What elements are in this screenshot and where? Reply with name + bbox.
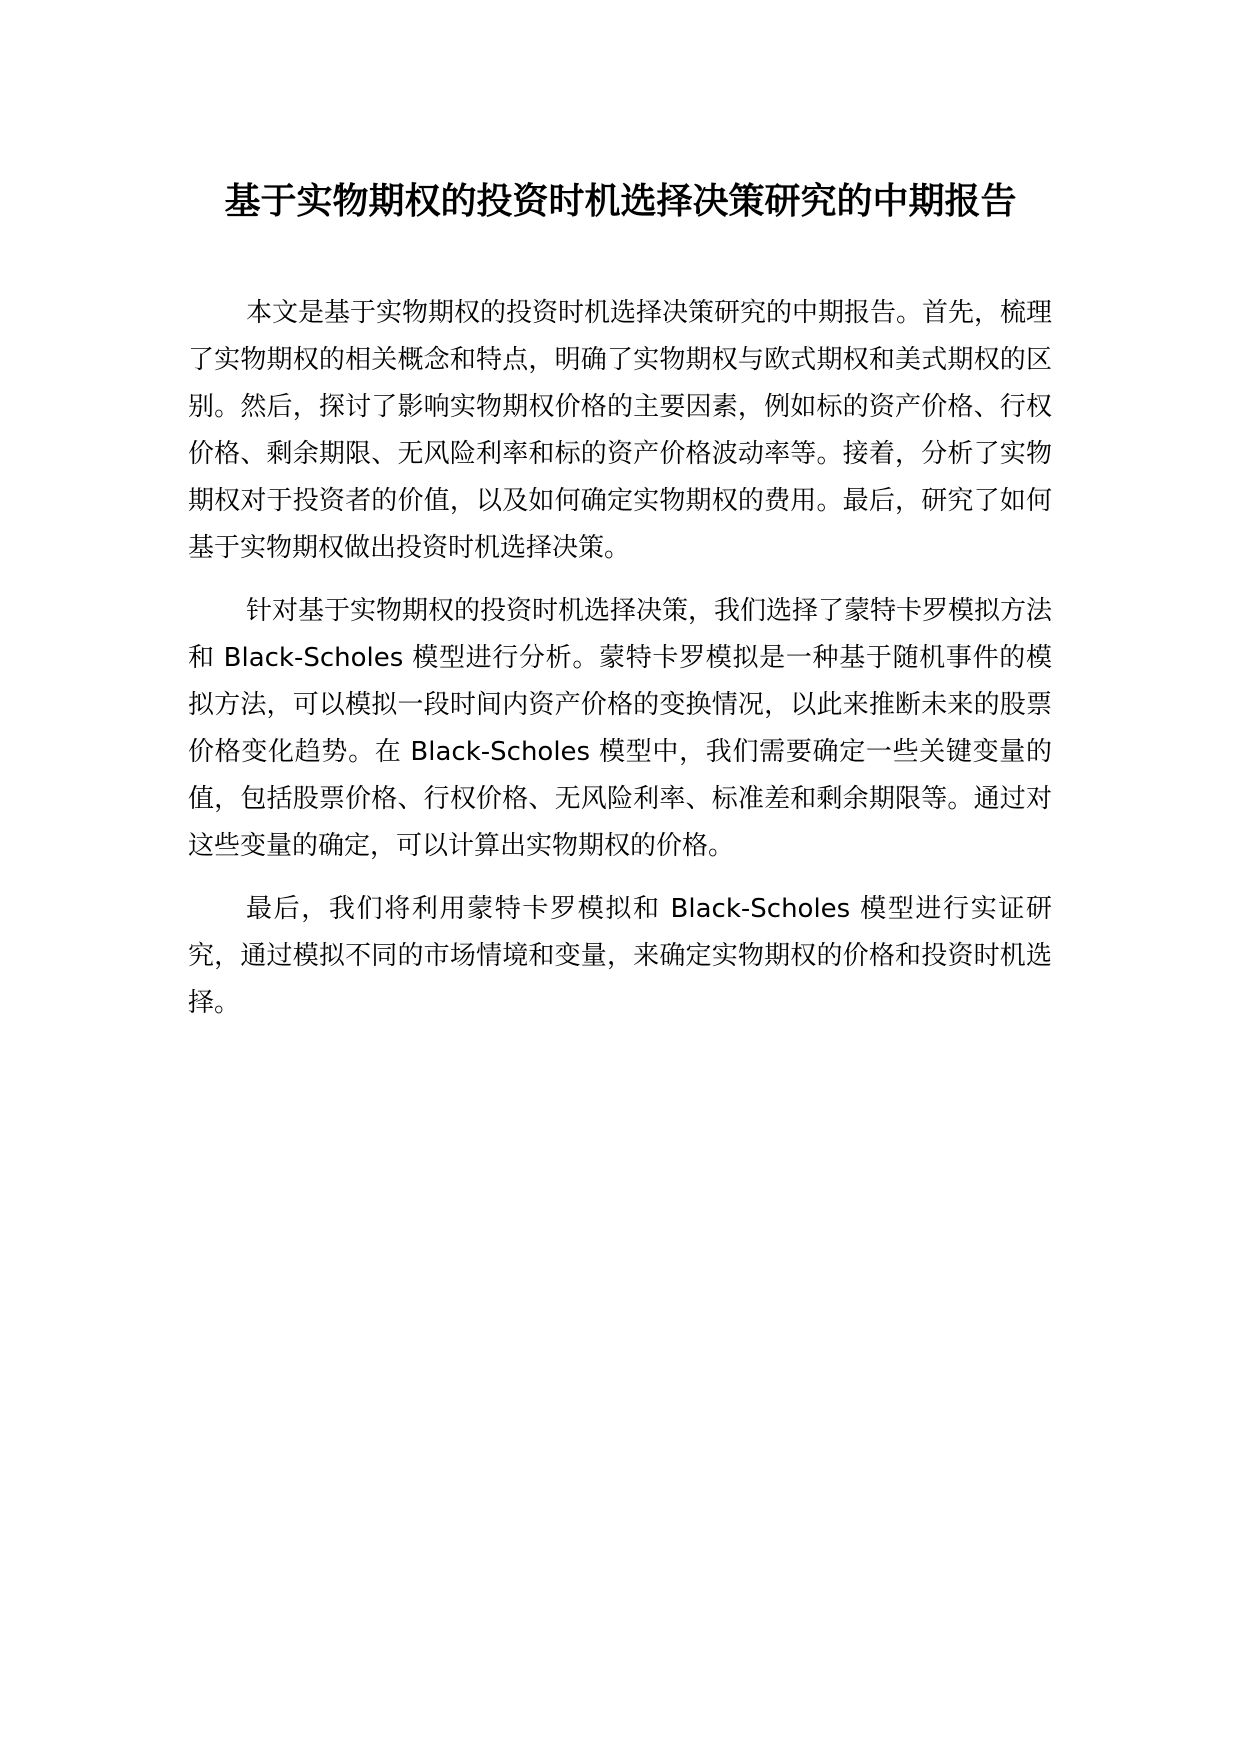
document-body bbox=[188, 290, 1052, 1043]
paragraph-2: 针对基于实物期权的投资时机选择决策，我们选择了蒙特卡罗模拟方法和 Black-Scholes 模型进行分析。蒙特卡罗模拟是一种基于随机事件的模拟方法，可以模拟一段时间内资产价格的变换情况，以此来推断未来的股票价格变化趋势。在 Black-Scholes 模型中，我们需要确定一些关键变量的值，包括股票价格、行权价格、无风险利率、标准差和剩余期限等。通过对这些变量的确定，可以计算出实物期权的价格。 bbox=[188, 596, 1053, 861]
paragraph-1: 本文是基于实物期权的投资时机选择决策研究的中期报告。首先，梳理了实物期权的相关概念和特点，明确了实物期权与欧式期权和美式期权的区别。然后，探讨了影响实物期权价格的主要因素，例如标的资产价格、行权价格、剩余期限、无风险利率和标的资产价格波动率等。接着，分析了实物期权对于投资者的价值，以及如何确定实物期权的费用。最后，研究了如何基于实物期权做出投资时机选择决策。 bbox=[188, 298, 1053, 563]
document-title: 基于实物期权的投资时机选择决策研究的中期报告 bbox=[224, 181, 1017, 222]
paragraph-3: 最后，我们将利用蒙特卡罗模拟和 Black-Scholes 模型进行实证研究，通过模拟不同的市场情境和变量，来确定实物期权的价格和投资时机选择。 bbox=[188, 894, 1052, 1018]
